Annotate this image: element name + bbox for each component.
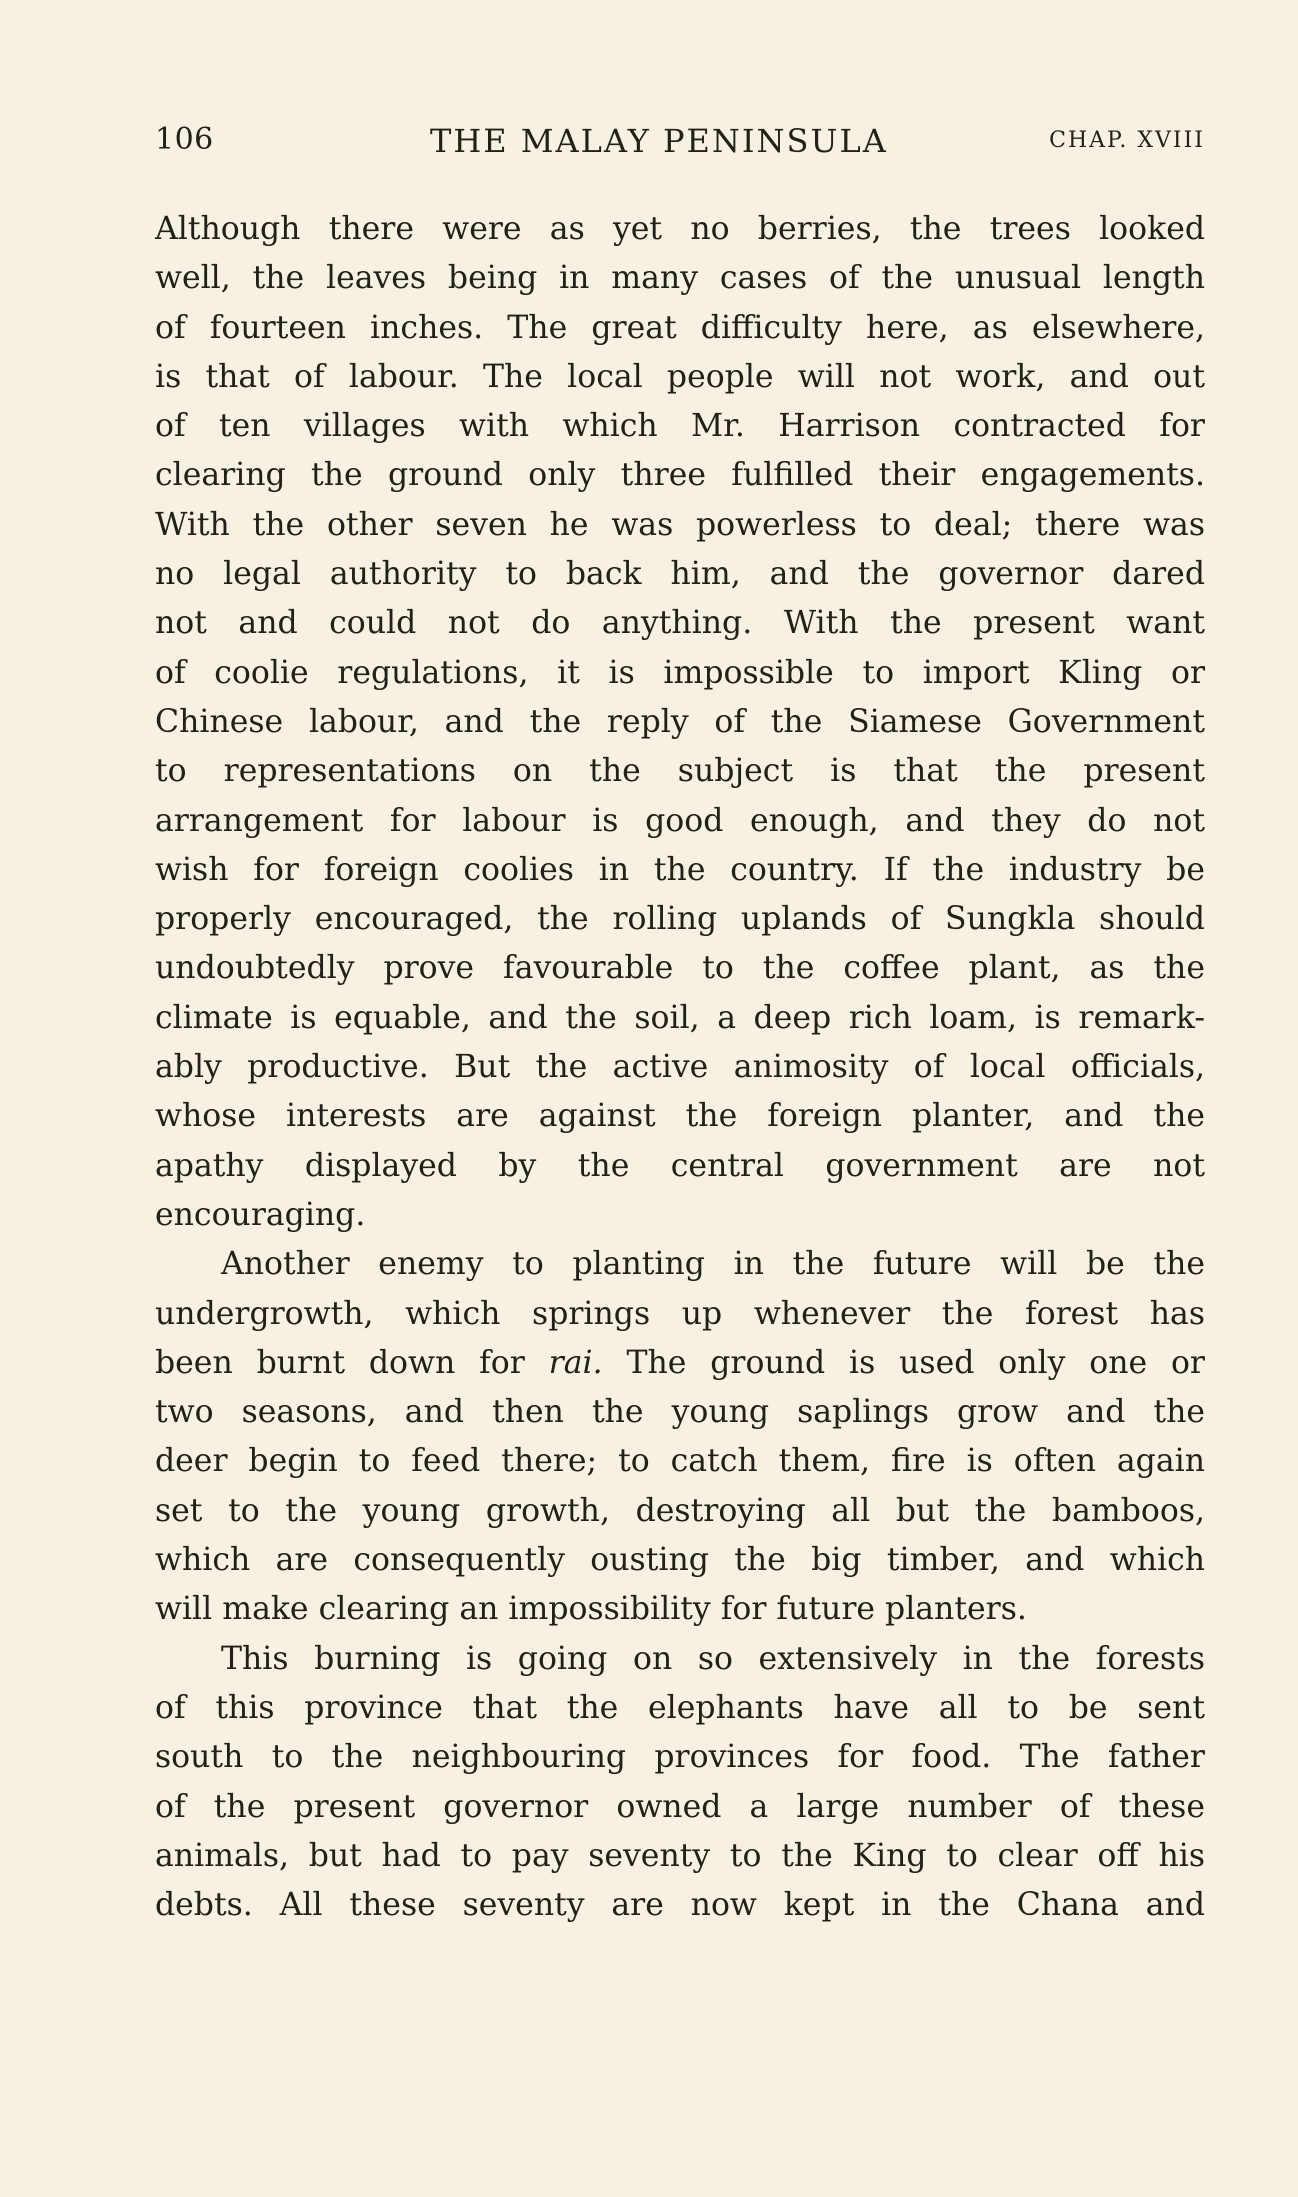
text-line: undoubtedly prove favourable to the coffee plant, as the	[155, 950, 1205, 987]
text-line: is that of labour. The local people will not work, and out	[155, 358, 1205, 395]
running-header	[155, 122, 1205, 170]
text-line: undergrowth, which springs up whenever the forest has	[155, 1295, 1205, 1332]
text-segment: been burnt down for	[155, 1344, 525, 1381]
text-line: to representations on the subject is that the present	[155, 753, 1205, 790]
text-line: Although there were as yet no berries, the trees looked	[155, 211, 1205, 247]
text-line: Chinese labour, and the reply of the Siamese Government	[155, 703, 1205, 740]
text-line: encouraging.	[155, 1196, 366, 1233]
text-line: climate is equable, and the soil, a deep rich loam, is remark-	[155, 999, 1205, 1036]
text-line: arrangement for labour is good enough, and they do not	[155, 802, 1205, 839]
text-line: With the other seven he was powerless to deal; there was	[155, 506, 1205, 543]
text-line: clearing the ground only three fulfilled their engagements.	[155, 457, 1205, 494]
text-line: of ten villages with which Mr. Harrison contracted for	[155, 408, 1205, 445]
text-line: no legal authority to back him, and the governor dared	[155, 556, 1205, 593]
text-line: apathy displayed by the central government are not	[155, 1147, 1205, 1184]
chapter-label: CHAP. XVIII	[1049, 128, 1205, 153]
text-line: not and could not do anything. With the present want	[155, 605, 1205, 642]
text-line: debts. All these seventy are now kept in the Chana and	[155, 1887, 1205, 1924]
running-title: THE MALAY PENINSULA	[430, 122, 888, 160]
text-line-with-italic	[155, 1339, 1205, 1388]
text-segment: The ground is used only one or	[626, 1344, 1205, 1381]
text-line: wish for foreign coolies in the country. If the industry be	[155, 851, 1205, 888]
text-line: well, the leaves being in many cases of the unusual length	[155, 260, 1205, 297]
text-line: of this province that the elephants have all to be sent	[155, 1689, 1205, 1726]
text-line: properly encouraged, the rolling uplands of Sungkla should	[155, 901, 1205, 938]
text-line: of fourteen inches. The great difficulty here, as elsewhere,	[155, 309, 1205, 346]
text-line: Another enemy to planting in the future will be the	[221, 1246, 1205, 1283]
text-line: will make clearing an impossibility for future planters.	[155, 1591, 1027, 1628]
text-line: deer begin to feed there; to catch them, fire is often again	[155, 1443, 1205, 1480]
text-line: south to the neighbouring provinces for food. The father	[155, 1739, 1205, 1776]
text-line: which are consequently ousting the big timber, and which	[155, 1542, 1205, 1579]
text-line: set to the young growth, destroying all but the bamboos,	[155, 1492, 1205, 1529]
text-line: two seasons, and then the young saplings grow and the	[155, 1394, 1205, 1431]
italic-term: rai.	[548, 1344, 603, 1381]
page-number: 106	[155, 122, 214, 157]
body-text	[155, 205, 1205, 1930]
text-line: of the present governor owned a large number of these	[155, 1788, 1205, 1825]
text-line: of coolie regulations, it is impossible to import Kling or	[155, 654, 1205, 691]
text-line: whose interests are against the foreign planter, and the	[155, 1098, 1205, 1135]
text-line: animals, but had to pay seventy to the King to clear off his	[155, 1837, 1205, 1874]
text-line: This burning is going on so extensively in the forests	[221, 1640, 1205, 1677]
text-line: ably productive. But the active animosity of local officials,	[155, 1049, 1205, 1086]
